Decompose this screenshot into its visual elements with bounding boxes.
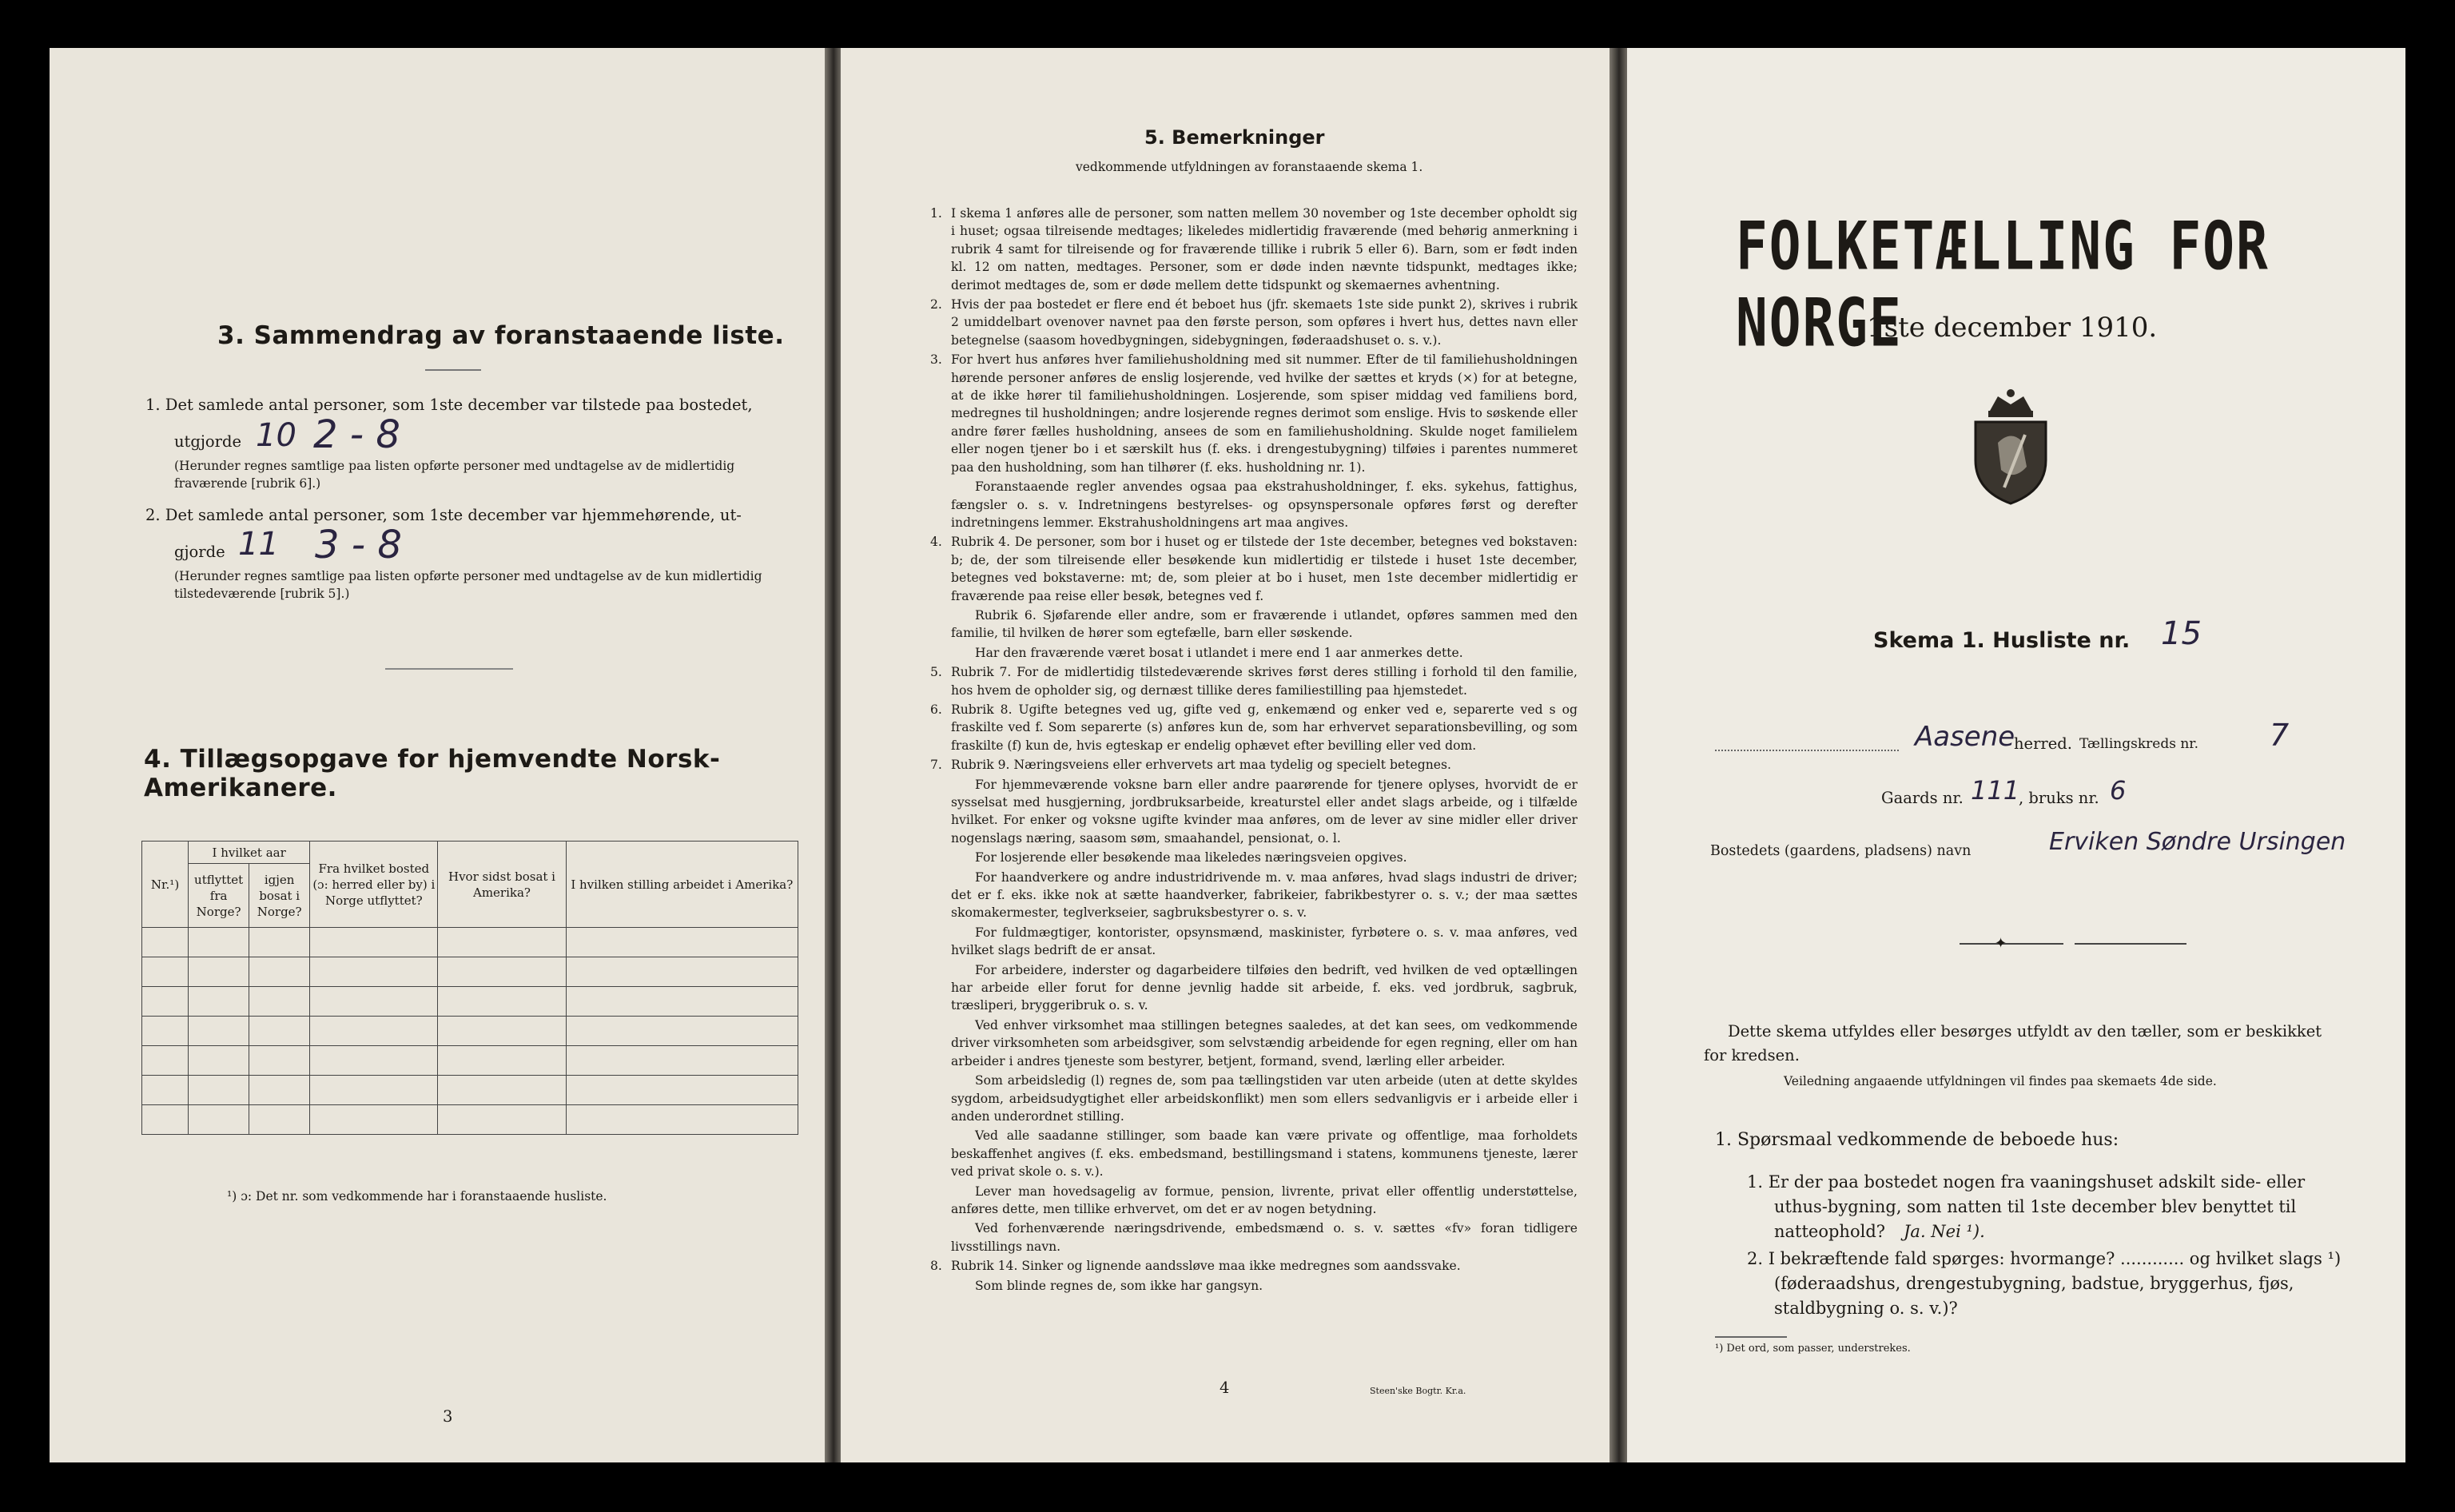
krets-number: 7 <box>2270 718 2290 753</box>
page-left <box>50 48 825 1462</box>
bosted-name: Erviken Søndre Ursingen <box>2049 828 2346 856</box>
footnote: ¹) Det ord, som passer, understrekes. <box>1715 1343 1911 1355</box>
table-footnote: ¹) ɔ: Det nr. som vedkommende har i foranstaaende husliste. <box>227 1189 607 1204</box>
remark-7e: For arbeidere, inderster og dagarbeidere tilføies den bedrift, ved hvilken de ved optællingen har arbeide eller forut for denne jevnlig hadde sit arbeide, f. eks. ved jordbruk, sagbruk, træsliperi, bryggeribruk o. s. v. <box>951 962 1578 1013</box>
remark-6: Rubrik 8. Ugifte betegnes ved ug, gifte ved g, enkemænd og enker ved e, separerte ved s og fraskilte ved f. Som separerte (s) anføres kun de, som har erhvervet separationsbevilling, og som fraskilte (f) kun de, hvis egteskap er endelig ophævet efter bevilling eller ved dom. <box>951 702 1578 753</box>
item1-hand-split: 2 - 8 <box>313 412 400 457</box>
form-date: 1ste december 1910. <box>1867 312 2158 344</box>
page-middle <box>841 48 1624 1462</box>
remarks-subtitle: vedkommende utfyldningen av foranstaaende skema 1. <box>1076 160 1423 174</box>
gaards-label: Gaards nr. <box>1881 789 1964 807</box>
remark-7c: For haandverkere og andre industridrivende m. v. maa anføres, hvad slags industri de driver; det er f. eks. ikke nok at sætte haandverker, fabrikeier, fabrikbestyrer o. s. v.; der maa sættes skomakermester, teglverkseier, sagbruksbestyrer o. s. v. <box>951 869 1578 921</box>
col-hvor: Hvor sidst bosat i Amerika? <box>438 842 566 928</box>
table-row <box>142 1046 798 1076</box>
norsk-amerikaner-table <box>141 841 798 1135</box>
item2-hand-split: 3 - 8 <box>315 523 402 567</box>
remark-7d: For fuldmægtiger, kontorister, opsynsmænd, maskinister, fyrbøtere o. s. v. maa anføres, ved hvilket slags bedrift de er ansat. <box>951 925 1578 958</box>
remark-5: Rubrik 7. For de midlertidig tilstedeværende skrives først deres stilling i forhold til den familie, hos hvem de opholder sig, og dernæst tillike deres familiestilling paa hjemstedet. <box>951 665 1578 698</box>
item2-hand-total: 11 <box>238 526 279 563</box>
divider <box>1715 1336 1787 1338</box>
table-row <box>142 987 798 1017</box>
remark-7j: Ved forhenværende næringsdrivende, embedsmænd o. s. v. sættes «fv» foran tidligere livsstillings navn. <box>951 1221 1578 1254</box>
husliste-number: 15 <box>2161 615 2202 652</box>
remark-7i: Lever man hovedsagelig av formue, pension, livrente, privat eller offentlig understøttelse, anføres dette, men tillike erhvervet, om det er av nogen betydning. <box>951 1184 1578 1216</box>
table-row <box>142 1076 798 1105</box>
page-right <box>1627 48 2405 1462</box>
intro-text: Dette skema utfyldes eller besørges utfyldt av den tæller, som er beskikket for kredsen. <box>1704 1022 2322 1064</box>
divider <box>425 369 481 371</box>
remark-7g: Som arbeidsledig (l) regnes de, som paa tællingstiden var uten arbeide (uten at dette skyldes sygdom, arbeidsudygtighet eller arbeidskonflikt) men som ellers sedvanligvis er i arbeide eller i anden underordnet stilling. <box>951 1073 1578 1124</box>
remark-7b: For losjerende eller besøkende maa likeledes næringsveien opgives. <box>975 850 1407 865</box>
remark-1: I skema 1 anføres alle de personer, som natten mellem 30 november og 1ste december opholdt sig i huset; ogsaa tilreisende medtages; likeledes midlertidig fraværende (med behørig anmerkning i rubrik 4 samt for tilreisende og for fraværende tillike i rubrik 5 eller 6). Barn, som er født inden kl. 12 om natten, medtages. Personer, som er døde inden nævnte tidspunkt, medtages ikke; derimot medtages de, som er døde mellem dette tidspunkt og skemaernes avhentning. <box>951 206 1578 292</box>
remark-4b: Rubrik 6. Sjøfarende eller andre, som er fraværende i utlandet, opføres sammen med den familie, til hvilken de hører som egtefælle, barn eller søskende. <box>951 607 1578 641</box>
item1-note: (Herunder regnes samtlige paa listen opførte personer med undtagelse av de midlertidig fraværende [rubrik 6].) <box>174 459 735 491</box>
bosted-label: Bostedets (gaardens, pladsens) navn <box>1710 843 1972 859</box>
page-number: 4 <box>1220 1379 1230 1397</box>
col-fra: Fra hvilket bosted (ɔ: herred eller by) i Norge utflyttet? <box>310 842 438 928</box>
divider <box>2075 943 2186 945</box>
form-title: FOLKETÆLLING FOR NORGE <box>1736 208 2270 362</box>
remark-7f: Ved enhver virksomhet maa stillingen betegnes saaledes, at det kan sees, om vedkommende driver virksomheten som arbeidsgiver, som selvstændig arbeidende for egen regning, eller om han arbeider i andres tjeneste som bestyrer, betjent, formand, svend, lærling eller arbeider. <box>951 1017 1578 1068</box>
question-1: 1. Er der paa bostedet nogen fra vaaningshuset adskilt side- eller uthus-bygning, som natten til 1ste december blev benyttet til natteophold? <box>1747 1172 2306 1241</box>
remark-3: For hvert hus anføres hver familiehusholdning med sit nummer. Efter de til familiehusholdningen hørende personer anføres de enslig losjerende, ved hvilke der sættes et kryds (×) for at betegne, at de ikke hører til familiehusholdningen. Losjerende, som spiser middag ved familiens bord, medregnes til husholdningen; andre losjerende regnes derimot som enslige. Hvis to søskende eller andre fører fælles husholdning, ansees de som en familiehusholdning. Skulde noget familielem eller nogen tjener bo i et særskilt hus (f. eks. i drengestubygning) tilføies i parentes nummeret paa den husholdning, som han tilhører (f. eks. husholdning nr. 1). <box>951 352 1578 475</box>
remarks-title: 5. Bemerkninger <box>1144 126 1325 149</box>
remark-7a: For hjemmeværende voksne barn eller andre paarørende for tjenere oplyses, hvorvidt de er sysselsat med husgjerning, jordbruksarbeide, kreaturstel eller andet slags arbeide, og i tilfælde hvilket. For enker og voksne ugifte kvinder maa anføres, om de lever av sine midler eller driver nogenslags næring, saasom søm, smaahandel, pensionat, o. l. <box>951 777 1578 846</box>
remark-3b: Foranstaaende regler anvendes ogsaa paa ekstrahusholdninger, f. eks. sykehus, fattighus, fængsler o. s. v. Indretningens bestyrelses- og opsynspersonale opføres først og derefter indretningens lemmer. Ekstrahusholdningens art maa angives. <box>951 479 1578 530</box>
questions-heading: 1. Spørsmaal vedkommende de beboede hus: <box>1715 1130 2119 1150</box>
ornament-icon: ✦ <box>1995 935 2007 952</box>
table-row <box>142 928 798 957</box>
remark-7h: Ved alle saadanne stillinger, som baade kan være private og offentlige, maa forholdets beskaffenhet angives (f. eks. embedsmand, bestillingsmand i statens, kommunens tjeneste, lærer ved privat skole o. s. v.). <box>951 1128 1578 1180</box>
printer-mark: Steen'ske Bogtr. Kr.a. <box>1370 1386 1466 1396</box>
item2-note: (Herunder regnes samtlige paa listen opførte personer med undtagelse av de kun midlertidig tilstedeværende [rubrik 5].) <box>174 569 762 601</box>
remark-4: Rubrik 4. De personer, som bor i huset og er tilstede der 1ste december, betegnes ved bokstaven: b; de, der som tilreisende eller besøkende kun midlertidig er tilstede i huset 1ste december, betegnes ved bokstaverne: mt; de, som pleier at bo i huset, men 1ste december midlertidig er fraværende paa reise eller besøk, betegnes ved f. <box>951 535 1578 603</box>
remark-7: Rubrik 9. Næringsveiens eller erhvervets art maa tydelig og specielt betegnes. <box>951 758 1451 773</box>
col-stilling: I hvilken stilling arbeidet i Amerika? <box>566 842 798 928</box>
herred-label: herred. <box>2014 734 2072 753</box>
gaards-number: 111 <box>1971 775 2020 806</box>
col-utflyttet: utflyttet fra Norge? <box>189 864 249 928</box>
item1-hand-total: 10 <box>256 417 296 454</box>
page-fold <box>825 48 842 1462</box>
remark-4c: Har den fraværende været bosat i utlandet i mere end 1 aar anmerkes dette. <box>975 645 1463 660</box>
table-row <box>142 1017 798 1046</box>
col-igjen: igjen bosat i Norge? <box>249 864 310 928</box>
krets-label: Tællingskreds nr. <box>2079 736 2198 752</box>
intro-note: Veiledning angaaende utfyldningen vil findes paa skemaets 4de side. <box>1784 1074 2217 1088</box>
table-row <box>142 1105 798 1135</box>
section3-title: 3. Sammendrag av foranstaaende liste. <box>217 321 785 350</box>
bruks-label: , bruks nr. <box>2019 789 2099 807</box>
dotline <box>1715 743 1899 751</box>
question-2: 2. I bekræftende fald spørges: hvormange? ............ og hvilket slags ¹) (føderaadshus, drengestubygning, badstue, bryggerhus, fjøs, staldbygning o. s. v.)? <box>1747 1249 2342 1318</box>
remarks-body: 1. I skema 1 anføres alle de personer, som natten mellem 30 november og 1ste december opholdt sig i huset; ogsaa tilreisende medtages; likeledes midlertidig fraværende (med behørig anmerkning i rubrik 4 samt for tilreisende og for fraværende tillike i rubrik 5 eller 6). Barn, som er født inden kl. 12 om natten, medtages. Personer, som er døde inden nævnte tidspunkt, medtages ikke; derimot medtages de, som er døde mellem dette tidspunkt og skemaernes avhentning. 2. Hvis der paa bostedet er flere end ét beboet hus (jfr. skemaets 1ste side punkt 2), skrives i rubrik 2 umiddelbart ovenover navnet paa den første person, som opføres i hvert hus, dettes navn eller betegnelse (saasom hovedbygningen, sidebygningen, føderaadshuset o. s. v.). 3. For hvert hus anføres hver familiehusholdning med sit nummer. Efter de til familiehusholdningen hørende personer anføres de enslig losjerende, ved hvilke der sættes et kryds (×) for at betegne, at de ikke hører til familiehusholdningen. Losjerende, som spiser middag ved familiens bord, medregnes til husholdningen; andre losjerende regnes derimot som enslige. Hvis to søskende eller andre fører fælles husholdning, ansees de som en familiehusholdning. Skulde noget familielem eller nogen tjener bo i et særskilt hus (f. eks. i drengestubygning) tilføies i parentes nummeret paa den husholdning, som han tilhører (f. eks. husholdning nr. 1). Foranstaaende regler anvendes ogsaa paa ekstrahusholdninger, f. eks. sykehus, fattighus, fængsler o. s. v. Indretningens bestyrelses- og opsynspersonale opføres først og derefter indretningens lemmer. Ekstrahusholdningens art maa angives. 4. Rubrik 4. De personer, som bor i huset og er tilstede der 1ste december, betegnes ved bokstaven: b; de, der som tilreisende eller besøkende kun midlertidig er tilstede i huset 1ste december, betegnes ved bokstaverne: mt; de, som pleier at bo i huset, men 1ste december midlertidig er fraværende paa reise eller besøk, betegnes ved f. Rubrik 6. Sjøfarende eller andre, som er fraværende i utlandet, opføres sammen med den familie, til hvilken de hører som egtefælle, barn eller søskende. Har den fraværende været bosat i utlandet i mere end 1 aar anmerkes dette. 5. Rubrik 7. For de midlertidig tilstedeværende skrives først deres stilling i forhold til den familie, hos hvem de opholder sig, og dernæst tillike deres familiestilling paa hjemstedet. 6. Rubrik 8. Ugifte betegnes ved ug, gifte ved g, enkemænd og enker ved e, separerte ved s og fraskilte ved f. Som separerte (s) anføres kun de, som har erhvervet separationsbevilling, og som fraskilte (f) kun de, hvis egteskap er endelig ophævet efter bevilling eller ved dom. 7. Rubrik 9. Næringsveiens eller erhvervets art maa tydelig og specielt betegnes. For hjemmeværende voksne barn eller andre paarørende for tjenere oplyses, hvorvidt de er sysselsat med husgjerning, jordbruksarbeide, kreaturstel eller andet slags arbeide, og i tilfælde hvilket. For enker og voksne ugifte kvinder maa anføres, om de lever av sine midler eller driver nogenslags næring, saasom søm, smaahandel, pensionat, o. l. For losjerende eller besøkende maa likeledes næringsveien opgives. For haandverkere og andre industridrivende m. v. maa anføres, hvad slags industri de driver; det er f. eks. ikke nok at sætte haandverker, fabrikeier, fabrikbestyrer o. s. v.; der maa sættes skomakermester, teglverkseier, sagbruksbestyrer o. s. v. For fuldmægtiger, kontorister, opsynsmænd, maskinister, fyrbøtere o. s. v. maa anføres, ved hvilket slags bedrift de er ansat. For arbeidere, inderster og dagarbeidere tilføies den bedrift, ved hvilken de ved optællingen har arbeide eller forut for denne jevnlig hadde sit arbeide, f. eks. ved jordbruk, sagbruk, træsliperi, bryggeribruk o. s. v. Ved enhver virksomhet maa stillingen betegnes saaledes, at det kan sees, om vedkommende driver virksomheten som arbeidsgiver, som selvstændig arbeidende for egen regning, eller om han arbeider i andres tjeneste som bestyrer, betjent, formand, svend, lærling eller arbeider. Som arbeidsledig (l) regnes de, som paa tællingstiden var uten arbeide (uten at dette skyldes sygdom, arbeidsudygtighet eller arbeidskonflikt) men som ellers sedvanligvis er i arbeide eller i anden underordnet stilling. Ved alle saadanne stillinger, som baade kan være private og offentlige, maa forholdets beskaffenhet angives (f. eks. embedsmand, bestillingsmand i statens, kommunens tjeneste, lærer ved privat skole o. s. v.). Lever man hovedsagelig av formue, pension, livrente, privat eller offentlig understøttelse, anføres dette, men tillike erhvervet, om det er av nogen betydning. Ved forhenværende næringsdrivende, embedsmænd o. s. v. sættes «fv» foran tidligere livsstillings navn. 8. Rubrik 14. Sinker og lignende aandssløve maa ikke medregnes som aandssvake. Som blinde regnes de, som ikke har gangsyn. <box>930 205 1578 1296</box>
section4-title: 4. Tillægsopgave for hjemvendte Norsk-Amerikanere. <box>144 745 721 802</box>
page-fold <box>1609 48 1629 1462</box>
table-row <box>142 957 798 987</box>
bruks-number: 6 <box>2110 775 2127 806</box>
question-1-answer: Ja. Nei ¹). <box>1904 1222 1985 1241</box>
divider <box>1960 943 2063 945</box>
col-group: I hvilket aar <box>189 842 310 864</box>
col-nr: Nr.¹) <box>142 842 189 928</box>
divider <box>385 668 513 670</box>
item1-line: 1. Det samlede antal personer, som 1ste december var tilstede paa bostedet, <box>145 396 753 414</box>
page-number: 3 <box>443 1407 453 1426</box>
remark-8b: Som blinde regnes de, som ikke har gangsyn. <box>975 1278 1263 1293</box>
herred-name: Aasene <box>1915 721 2015 753</box>
skema-label: Skema 1. Husliste nr. <box>1873 628 2131 653</box>
remark-8: Rubrik 14. Sinker og lignende aandssløve maa ikke medregnes som aandssvake. <box>951 1259 1461 1274</box>
remark-2: Hvis der paa bostedet er flere end ét beboet hus (jfr. skemaets 1ste side punkt 2), skrives i rubrik 2 umiddelbart ovenover navnet paa den første person, som opføres i hvert hus, dettes navn eller betegnelse (saasom hovedbygningen, sidebygningen, føderaadshuset o. s. v.). <box>951 297 1578 348</box>
item1-prefix: utgjorde <box>174 432 242 451</box>
item2-prefix: gjorde <box>174 543 225 561</box>
item2-line: 2. Det samlede antal personer, som 1ste december var hjemmehørende, ut- <box>145 506 742 524</box>
norway-coat-of-arms-icon <box>1966 387 2055 507</box>
